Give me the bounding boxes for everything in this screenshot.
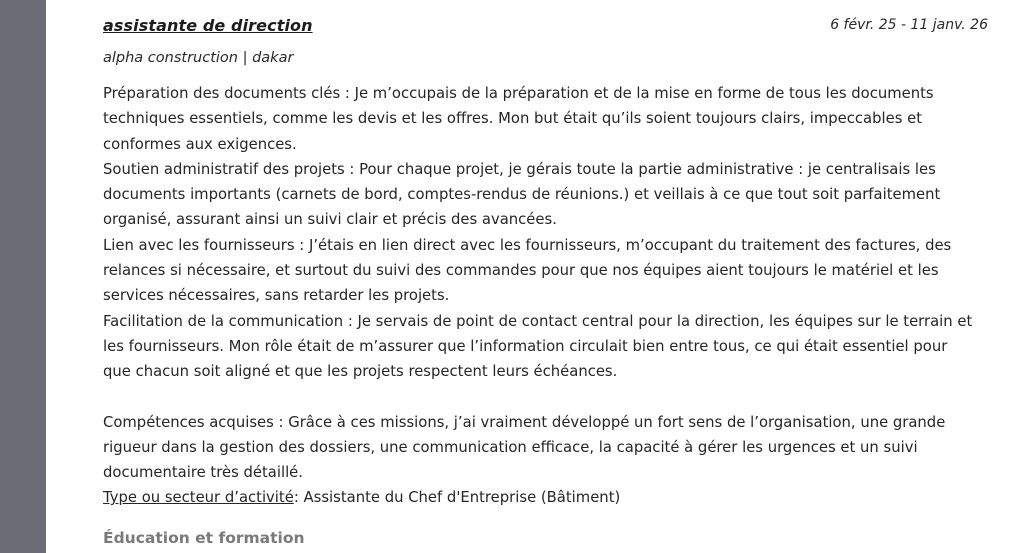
job-description: [103, 81, 973, 485]
education-section-heading: Éducation et formation: [103, 529, 305, 547]
sector-value: : Assistante du Chef d'Entreprise (Bâtiment): [293, 489, 621, 506]
company-location: alpha construction | dakar: [103, 50, 294, 66]
job-title: assistante de direction: [103, 16, 313, 35]
duty-paragraph-communication: Facilitation de la communication : Je servais de point de contact central pour la direction, les équipes sur le terrain et les fournisseurs. Mon rôle était de m’assurer que l’information circulait bien entre tous, ce qui était essentiel pour que chacun soit aligné et que les projets respectent leurs échéances.: [103, 312, 973, 381]
sector-line: [103, 489, 620, 506]
sector-label: Type ou secteur d’activité: [103, 489, 294, 506]
duty-paragraph-admin: Soutien administratif des projets : Pour chaque projet, je gérais toute la partie administrative : je centralisais les documents importants (carnets de bord, comptes-rendus de réunions.) et veillais à ce que tout soit parfaitement organisé, assurant ainsi un suivi clair et précis des avancées.: [103, 160, 941, 229]
skills-paragraph: Compétences acquises : Grâce à ces missions, j’ai vraiment développé un fort sens de l’organisation, une grande rigueur dans la gestion des dossiers, une communication efficace, la capacité à gérer les urgences et un suivi documentaire très détaillé.: [103, 413, 946, 482]
duty-paragraph-documents: Préparation des documents clés : Je m’occupais de la préparation et de la mise en forme de tous les documents techniques essentiels, comme les devis et les offres. Mon but était qu’ils soient toujours clairs, impeccables et conformes aux exigences.: [103, 85, 934, 153]
left-sidebar-strip: [0, 0, 46, 553]
paragraph-gap: [103, 385, 973, 410]
resume-page: [46, 0, 1024, 553]
duty-paragraph-suppliers: Lien avec les fournisseurs : J’étais en lien direct avec les fournisseurs, m’occupant du traitement des factures, des relances si nécessaire, et surtout du suivi des commandes pour que nos équipes aient toujours le matériel et les services nécessaires, sans retarder les projets.: [103, 236, 952, 305]
job-dates: 6 févr. 25 - 11 janv. 26: [830, 17, 988, 33]
